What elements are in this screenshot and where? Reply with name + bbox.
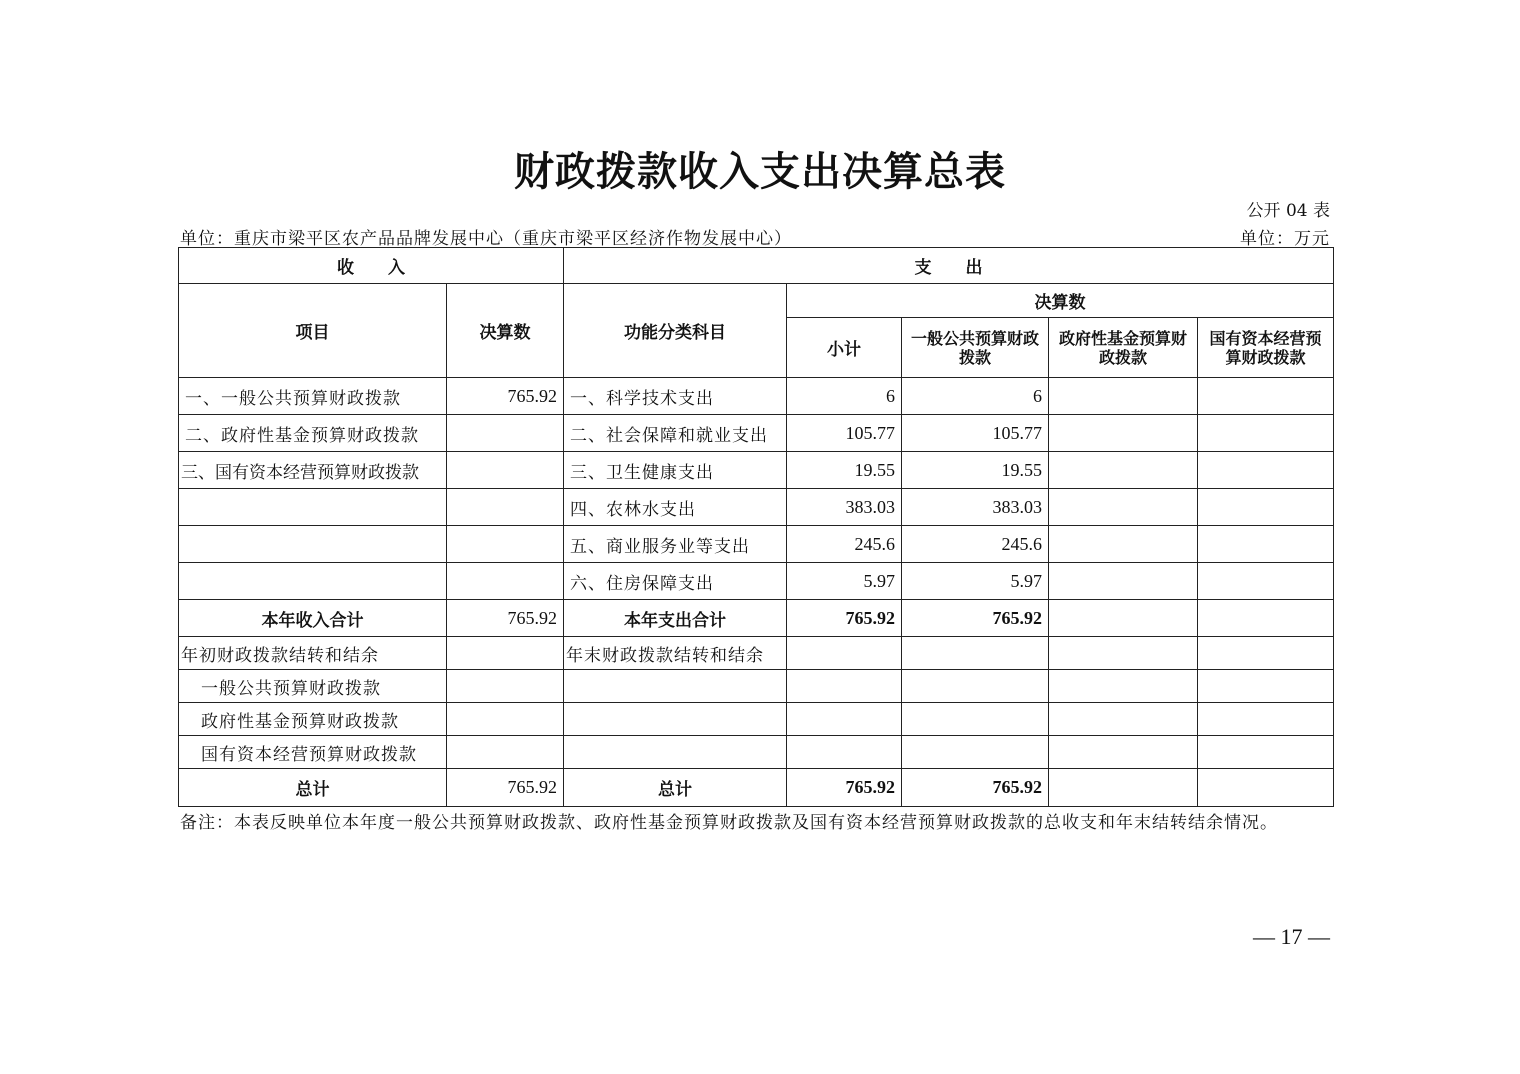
page-number: — 17 — <box>1253 924 1330 949</box>
expense-gov-fund <box>1049 452 1198 489</box>
expense-subtotal: 19.55 <box>787 452 902 489</box>
year-income-total-label: 本年收入合计 <box>179 600 447 637</box>
expense-gov-fund <box>1049 378 1198 415</box>
grand-income-total: 765.92 <box>447 769 564 807</box>
income-item: 二、政府性基金预算财政拨款 <box>179 415 447 452</box>
year-expense-gov-fund <box>1049 600 1198 637</box>
expense-gov-fund <box>1049 489 1198 526</box>
grand-expense-label: 总计 <box>564 769 787 807</box>
year-income-total: 765.92 <box>447 600 564 637</box>
unit-currency: 单位：万元 <box>1240 229 1330 249</box>
expense-item: 一、科学技术支出 <box>564 378 787 415</box>
expense-state-capital <box>1198 489 1334 526</box>
expense-item: 四、农林水支出 <box>564 489 787 526</box>
form-number: 公开 04 表 <box>1246 201 1330 221</box>
expense-state-capital <box>1198 526 1334 563</box>
expense-item: 五、商业服务业等支出 <box>564 526 787 563</box>
expense-general: 245.6 <box>902 526 1049 563</box>
func-class-header: 功能分类科目 <box>564 284 787 378</box>
state-capital-header: 国有资本经营预算财政拨款 <box>1198 318 1334 378</box>
income-amount <box>447 489 564 526</box>
expense-header: 支 出 <box>564 248 1334 284</box>
expense-general: 383.03 <box>902 489 1049 526</box>
year-expense-total-label: 本年支出合计 <box>564 600 787 637</box>
income-amount: 765.92 <box>447 378 564 415</box>
grand-income-label: 总计 <box>179 769 447 807</box>
subtotal-header: 小计 <box>787 318 902 378</box>
carry-begin-label: 年初财政拨款结转和结余 <box>179 637 447 670</box>
expense-state-capital <box>1198 563 1334 600</box>
expense-item: 三、卫生健康支出 <box>564 452 787 489</box>
expense-subtotal: 5.97 <box>787 563 902 600</box>
income-amount <box>447 452 564 489</box>
expense-state-capital <box>1198 378 1334 415</box>
table-row <box>179 452 1334 489</box>
grand-expense-subtotal: 765.92 <box>787 769 902 807</box>
income-item <box>179 489 447 526</box>
expense-subtotal: 6 <box>787 378 902 415</box>
expense-state-capital <box>1198 452 1334 489</box>
carry-end-label: 年末财政拨款结转和结余 <box>564 637 787 670</box>
income-amount <box>447 526 564 563</box>
expense-general: 6 <box>902 378 1049 415</box>
income-amount <box>447 563 564 600</box>
table-row <box>179 378 1334 415</box>
carry-row <box>179 703 1334 736</box>
general-header: 一般公共预算财政拨款 <box>902 318 1049 378</box>
year-total-row <box>179 600 1334 637</box>
income-item: 三、国有资本经营预算财政拨款 <box>179 452 447 489</box>
grand-total-row <box>179 769 1334 807</box>
footnote: 备注：本表反映单位本年度一般公共预算财政拨款、政府性基金预算财政拨款及国有资本经营预算财政拨款的总收支和年末结转结余情况。 <box>180 813 1278 833</box>
table-row <box>179 563 1334 600</box>
table-row <box>179 415 1334 452</box>
expense-gov-fund <box>1049 563 1198 600</box>
income-item: 一、一般公共预算财政拨款 <box>179 378 447 415</box>
year-expense-subtotal: 765.92 <box>787 600 902 637</box>
budget-table <box>178 247 1334 807</box>
expense-subtotal: 105.77 <box>787 415 902 452</box>
expense-general: 5.97 <box>902 563 1049 600</box>
income-item <box>179 526 447 563</box>
carry-general-label: 一般公共预算财政拨款 <box>179 670 447 703</box>
carry-row <box>179 637 1334 670</box>
expense-general: 19.55 <box>902 452 1049 489</box>
expense-subtotal: 245.6 <box>787 526 902 563</box>
page-title: 财政拨款收入支出决算总表 <box>514 148 1006 195</box>
unit-name: 单位：重庆市梁平区农产品品牌发展中心（重庆市梁平区经济作物发展中心） <box>180 229 792 249</box>
income-header: 收 入 <box>179 248 564 284</box>
gov-fund-header: 政府性基金预算财政拨款 <box>1049 318 1198 378</box>
year-expense-state-capital <box>1198 600 1334 637</box>
budget-total-header: 决算数 <box>787 284 1334 318</box>
carry-row <box>179 736 1334 769</box>
carry-state-capital-label: 国有资本经营预算财政拨款 <box>179 736 447 769</box>
expense-item: 二、社会保障和就业支出 <box>564 415 787 452</box>
table-row <box>179 489 1334 526</box>
expense-item: 六、住房保障支出 <box>564 563 787 600</box>
expense-gov-fund <box>1049 415 1198 452</box>
carry-row <box>179 670 1334 703</box>
item-header: 项目 <box>179 284 447 378</box>
expense-gov-fund <box>1049 526 1198 563</box>
grand-expense-general: 765.92 <box>902 769 1049 807</box>
expense-state-capital <box>1198 415 1334 452</box>
income-item <box>179 563 447 600</box>
carry-gov-fund-label: 政府性基金预算财政拨款 <box>179 703 447 736</box>
expense-general: 105.77 <box>902 415 1049 452</box>
amount-header: 决算数 <box>447 284 564 378</box>
income-amount <box>447 415 564 452</box>
table-row <box>179 526 1334 563</box>
year-expense-general: 765.92 <box>902 600 1049 637</box>
expense-subtotal: 383.03 <box>787 489 902 526</box>
